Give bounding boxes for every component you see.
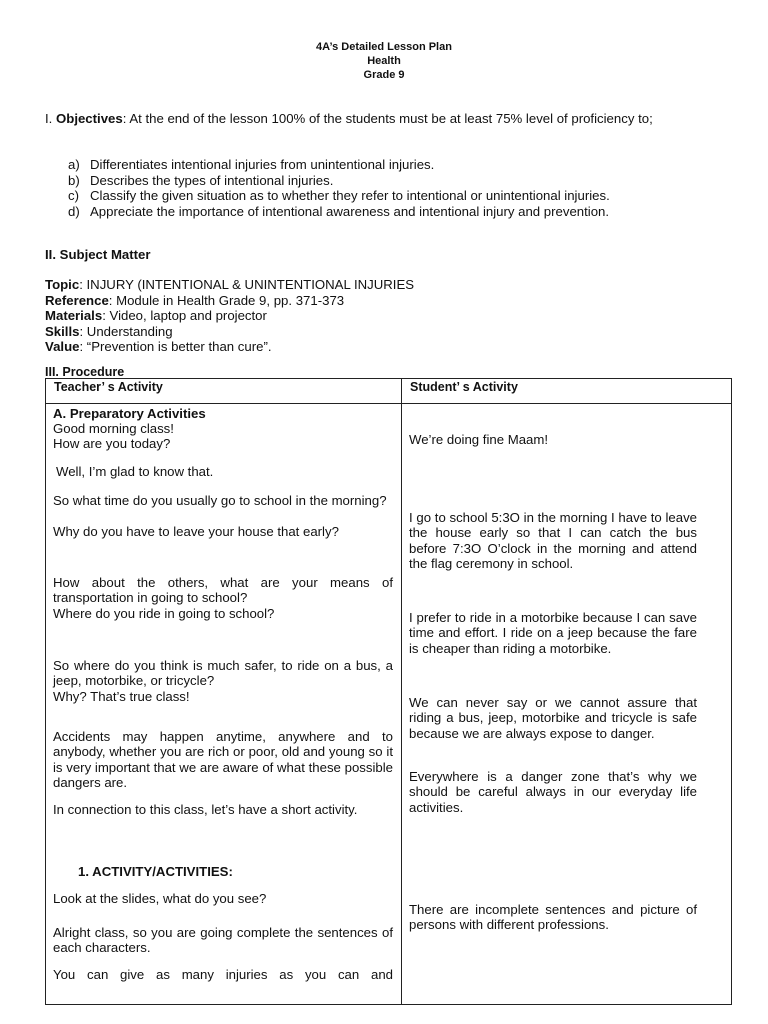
subject-matter-heading: II. Subject Matter xyxy=(45,247,151,262)
student-column-header: Student’ s Activity xyxy=(402,379,732,404)
objectives-list xyxy=(68,157,610,219)
student-line: Everywhere is a danger zone that’s why we should be careful always in our everyday life activities. xyxy=(409,769,697,815)
objective-item: a) Differentiates intentional injuries from unintentional injuries. xyxy=(68,157,435,172)
student-line: I go to school 5:3O in the morning I have to leave the house early so that I can catch the bus before 7:3O O’clock in the morning and attend the flag ceremony in school. xyxy=(409,510,697,571)
student-line: We’re doing fine Maam! xyxy=(409,432,549,447)
teacher-column-header: Teacher’ s Activity xyxy=(46,379,402,404)
teacher-line: How are you today? xyxy=(53,436,171,451)
objectives-prefix: I. xyxy=(45,111,53,126)
teacher-line: Alright class, so you are going complete the sentences of each characters. xyxy=(53,925,393,956)
field-skills: Skills: Understanding xyxy=(45,323,173,339)
field-value: Value: “Prevention is better than cure”. xyxy=(45,339,272,354)
subject-matter-fields xyxy=(45,277,414,355)
field-reference: Reference: Module in Health Grade 9, pp. 371-373 xyxy=(45,292,345,308)
teacher-line: Why? That’s true class! xyxy=(53,689,190,704)
teacher-line: Accidents may happen anytime, anywhere and to anybody, whether you are rich or poor, old and young so it is very important that we are aware of what these possible dangers are. xyxy=(53,729,393,790)
field-topic: Topic: INJURY (INTENTIONAL & UNINTENTIONAL INJURIES xyxy=(45,277,415,292)
objective-item: d) Appreciate the importance of intentional awareness and intentional injury and prevention. xyxy=(68,203,610,219)
doc-subject: Health xyxy=(367,55,401,67)
student-line: We can never say or we cannot assure that riding a bus, jeep, motorbike and tricycle is safe because we are always expose to danger. xyxy=(409,695,697,741)
student-line: There are incomplete sentences and picture of persons with different professions. xyxy=(409,902,697,933)
procedure-heading: III. Procedure xyxy=(45,365,125,379)
objectives-label: Objectives xyxy=(56,111,123,126)
objective-item: b) Describes the types of intentional injuries. xyxy=(68,172,334,188)
teacher-activity-cell xyxy=(46,404,402,1005)
teacher-line: Well, I’m glad to know that. xyxy=(56,464,214,479)
student-activity-cell xyxy=(402,404,732,1005)
objectives-paragraph xyxy=(45,111,725,126)
procedure-table xyxy=(45,378,732,1005)
teacher-line: You can give as many injuries as you can and xyxy=(53,967,393,982)
teacher-line: So where do you think is much safer, to ride on a bus, a jeep, motorbike, or tricycle? xyxy=(53,658,393,689)
teacher-line: Why do you have to leave your house that early? xyxy=(53,524,339,539)
teacher-line: Where do you ride in going to school? xyxy=(53,606,275,621)
activity-heading: 1. ACTIVITY/ACTIVITIES: xyxy=(78,864,233,879)
doc-title: 4A’s Detailed Lesson Plan xyxy=(316,41,452,53)
teacher-line: A. Preparatory Activities xyxy=(53,406,206,421)
objectives-text: : At the end of the lesson 100% of the students must be at least 75% level of proficiency to; xyxy=(122,111,653,126)
teacher-line: In connection to this class, let’s have a short activity. xyxy=(53,802,358,817)
doc-grade: Grade 9 xyxy=(363,69,405,81)
field-materials: Materials: Video, laptop and projector xyxy=(45,308,267,323)
teacher-line: How about the others, what are your means of transportation in going to school? xyxy=(53,575,393,606)
teacher-line: Look at the slides, what do you see? xyxy=(53,891,267,906)
objective-item: c) Classify the given situation as to whether they refer to intentional or unintentional injuries. xyxy=(68,188,610,203)
teacher-line: So what time do you usually go to school in the morning? xyxy=(53,493,387,508)
teacher-line: Good morning class! xyxy=(53,421,174,436)
student-line: I prefer to ride in a motorbike because I can save time and effort. I ride on a jeep because the fare is cheaper than riding a motorbike. xyxy=(409,610,697,656)
